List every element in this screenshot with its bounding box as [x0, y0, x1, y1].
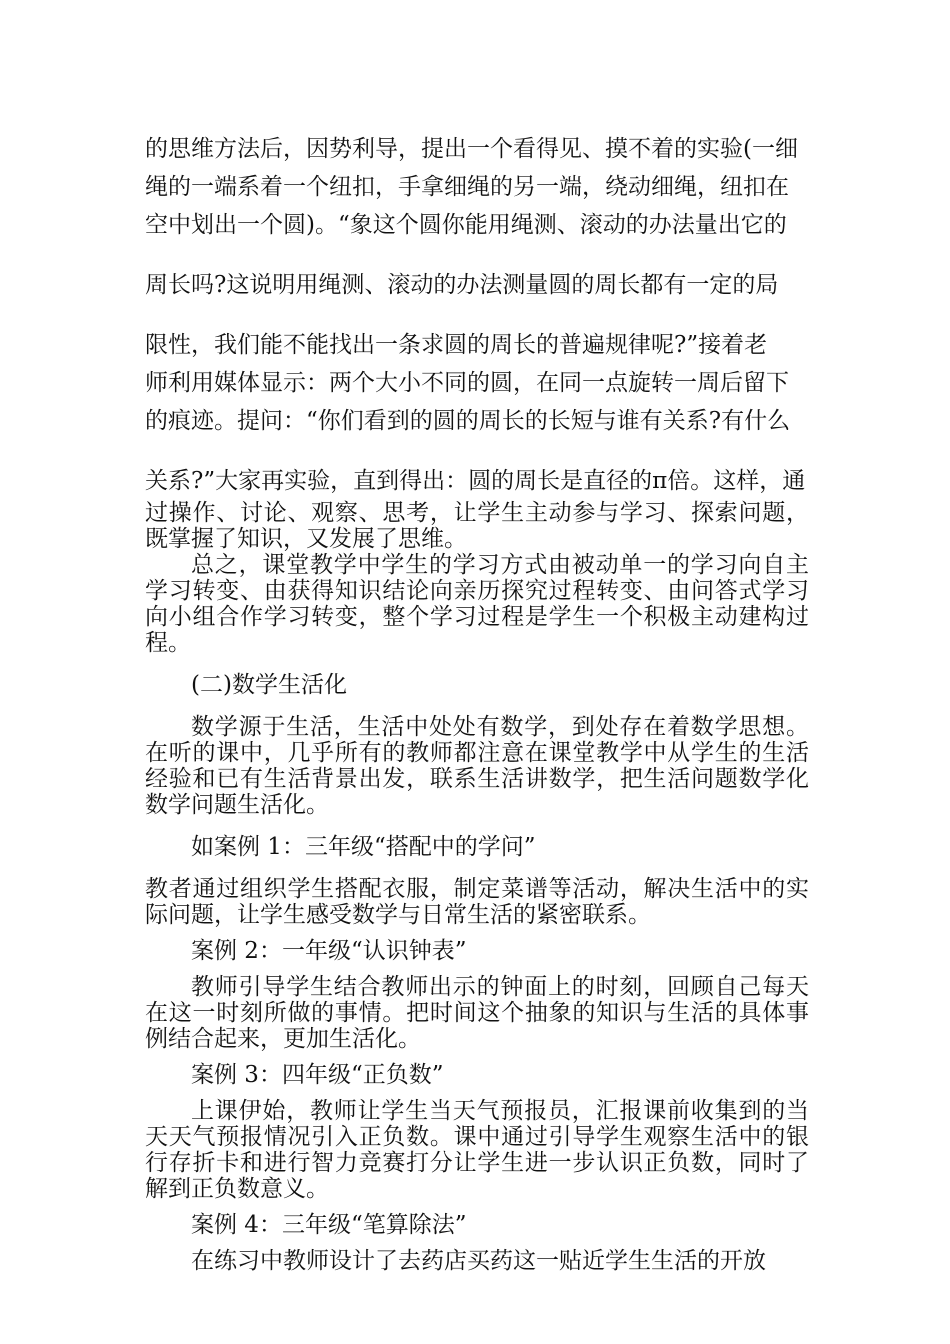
case-body: 在练习中教师设计了去药店买药这一贴近学生生活的开放	[191, 1248, 766, 1274]
text-line: 限性，我们能不能找出一条求圆的周长的普遍规律呢?”接着老	[145, 332, 768, 358]
text-line: 关系?”大家再实验，直到得出：圆的周长是直径的π倍。这样，通	[145, 468, 806, 494]
paragraph-intro: 数学源于生活，生活中处处有数学，到处存在着数学思想。在听的课中，几乎所有的教师都注意在课堂教学中从学生的生活经验和已有生活背景出发，联系生活讲数学，把生活问题数学化数学问题生活化。	[145, 714, 809, 818]
text-line: 师利用媒体显示：两个大小不同的圆，在同一点旋转一周后留下	[145, 370, 789, 396]
case-body: 教者通过组织学生搭配衣服，制定菜谱等活动，解决生活中的实际问题，让学生感受数学与日常生活的紧密联系。	[145, 876, 809, 928]
text-line: 空中划出一个圆)。“象这个圆你能用绳测、滚动的办法量出它的	[145, 212, 787, 238]
paragraph-summary: 总之，课堂教学中学生的学习方式由被动单一的学习向自主学习转变、由获得知识结论向亲历探究过程转变、由问答式学习向小组合作学习转变，整个学习过程是学生一个积极主动建构过程。	[145, 552, 809, 656]
case-title: 案例 3：四年级“正负数”	[191, 1062, 444, 1088]
section-heading: (二)数学生活化	[191, 672, 347, 698]
text-line: 绳的一端系着一个纽扣，手拿细绳的另一端，绕动细绳，纽扣在	[145, 174, 789, 200]
case-body: 教师引导学生结合教师出示的钟面上的时刻，回顾自己每天在这一时刻所做的事情。把时间这个抽象的知识与生活的具体事例结合起来，更加生活化。	[145, 974, 809, 1052]
text-line: 周长吗?这说明用绳测、滚动的办法测量圆的周长都有一定的局	[145, 272, 779, 298]
paragraph-circle-experiment	[145, 130, 809, 500]
case-title: 案例 2：一年级“认识钟表”	[191, 938, 467, 964]
text-line: 的痕迹。提问：“你们看到的圆的周长的长短与谁有关系?有什么	[145, 408, 791, 434]
document-page	[145, 130, 809, 1274]
text-line: 的思维方法后，因势利导，提出一个看得见、摸不着的实验(一细	[145, 136, 798, 162]
case-body: 上课伊始，教师让学生当天气预报员，汇报课前收集到的当天天气预报情况引入正负数。课中通过引导学生观察生活中的银行存折卡和进行智力竞赛打分让学生进一步认识正负数，同时了解到正负数意义。	[145, 1098, 809, 1202]
case-title: 如案例 1：三年级“搭配中的学问”	[191, 834, 536, 860]
paragraph-continuation: 过操作、讨论、观察、思考，让学生主动参与学习、探索问题，既掌握了知识，又发展了思维。	[145, 500, 809, 552]
case-title: 案例 4：三年级“笔算除法”	[191, 1212, 467, 1238]
